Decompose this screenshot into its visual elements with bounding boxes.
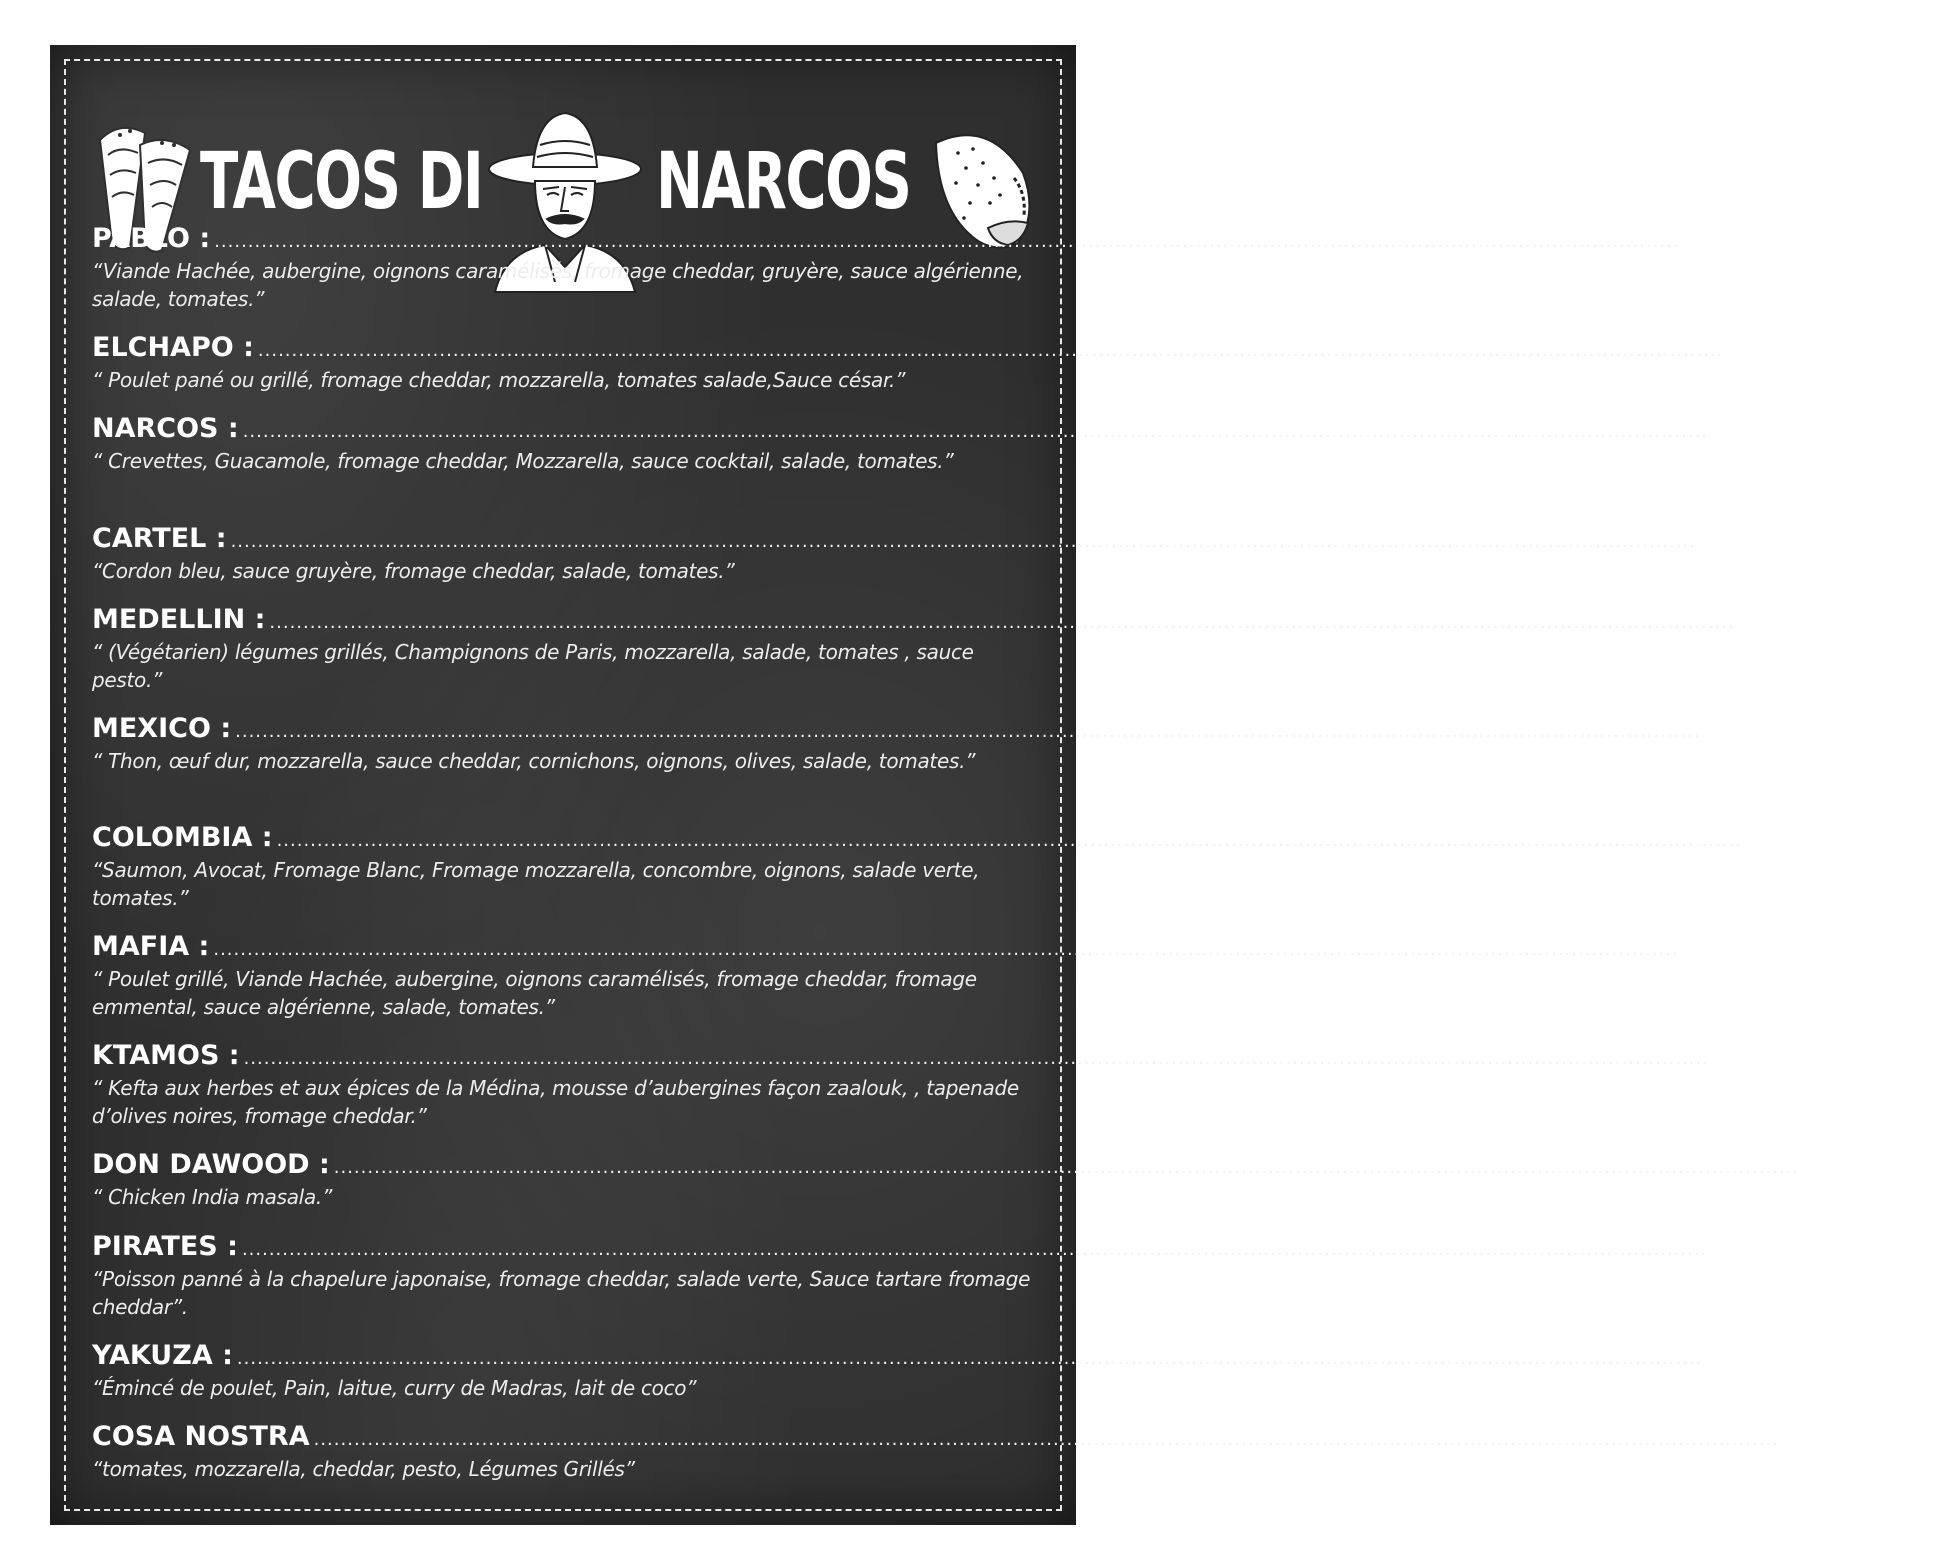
item-description: “Poisson panné à la chapelure japonaise, fromage cheddar, salade verte, Sauce tartare fromage cheddar”.	[92, 1267, 1031, 1319]
dot-leader: ..........................................................................................................................................................................................................................	[276, 830, 1742, 851]
item-name: CARTEL :	[92, 523, 227, 554]
menu-item-medellin	[92, 604, 1877, 713]
item-price: 59.00dhs	[1702, 713, 1843, 744]
menu-item-cosa-nostra	[92, 1421, 1921, 1491]
item-description: “Cordon bleu, sauce gruyère, fromage cheddar, salade, tomates.”	[92, 559, 735, 583]
item-name: PABLO :	[92, 223, 211, 254]
item-price: 59,00dhs	[1725, 332, 1866, 363]
dot-leader: ..........................................................................................................................................................................................................................	[313, 1429, 1779, 1450]
menu-item-ktamos	[92, 1040, 1851, 1149]
item-price: 89.00dhs	[1801, 1149, 1941, 1180]
menu-item-don-dawood	[92, 1149, 1941, 1231]
item-description: “ Poulet pané ou grillé, fromage cheddar, mozzarella, tomates salade,Sauce césar.”	[92, 368, 906, 392]
menu-item-cartel	[92, 523, 1838, 604]
item-description: “ Crevettes, Guacamole, fromage cheddar, Mozzarella, sauce cocktail, salade, tomates.”	[92, 449, 954, 473]
item-description: “Émincé de poulet, Pain, laitue, curry de Madras, lait de coco”	[92, 1376, 697, 1400]
item-name: DON DAWOOD :	[92, 1149, 330, 1180]
dot-leader: ..........................................................................................................................................................................................................................	[242, 421, 1709, 442]
item-price: 79.00dhs	[1743, 822, 1884, 853]
dot-leader: ..........................................................................................................................................................................................................................	[230, 531, 1696, 552]
title-tacos-di: TACOS DI	[200, 137, 483, 227]
dot-leader: ..........................................................................................................................................................................................................................	[213, 939, 1679, 960]
item-name: KTAMOS :	[92, 1040, 240, 1071]
item-description: “tomates, mozzarella, cheddar, pesto, Légumes Grillés”	[92, 1457, 635, 1481]
item-name: COLOMBIA :	[92, 822, 273, 853]
item-price: 79,00dhs	[1710, 413, 1851, 444]
dot-leader: ..........................................................................................................................................................................................................................	[241, 1239, 1708, 1260]
item-description: “ (Végétarien) légumes grillés, Champignons de Paris, mozzarella, salade, tomates , sauce pesto.”	[92, 640, 974, 692]
item-description: “Saumon, Avocat, Fromage Blanc, Fromage mozzarella, concombre, oignons, salade verte, tomates.”	[92, 858, 980, 910]
item-price: 55.00dhs	[1704, 1340, 1845, 1371]
item-name: YAKUZA :	[92, 1340, 233, 1371]
item-price: 65.00dhs	[1697, 523, 1838, 554]
menu-item-yakuza	[92, 1340, 1845, 1421]
item-name: MEXICO :	[92, 713, 232, 744]
item-description: “ Chicken India masala.”	[92, 1185, 333, 1209]
item-name: PIRATES :	[92, 1231, 238, 1262]
item-description: “ Poulet grillé, Viande Hachée, aubergine, oignons caramélisés, fromage cheddar, fromage emmental, sauce algérienne, salade, tomates.”	[92, 967, 977, 1019]
dot-leader: ..........................................................................................................................................................................................................................	[235, 721, 1701, 742]
dot-leader: ..........................................................................................................................................................................................................................	[333, 1157, 1800, 1178]
menu-list	[92, 223, 1941, 1491]
title-narcos: NARCOS	[656, 137, 911, 227]
item-description: “ Thon, œuf dur, mozzarella, sauce cheddar, cornichons, oignons, olives, salade, tomates.”	[92, 749, 976, 773]
menu-item-mexico	[92, 713, 1843, 822]
menu-item-elchapo	[92, 332, 1866, 413]
item-name: ELCHAPO :	[92, 332, 254, 363]
dot-leader: ..........................................................................................................................................................................................................................	[236, 1348, 1703, 1369]
item-description: “Viande Hachée, aubergine, oignons caramélisés, fromage cheddar, gruyère, sauce algérienne, salade, tomates.”	[92, 259, 1024, 311]
dot-leader: ..........................................................................................................................................................................................................................	[269, 612, 1735, 633]
item-price: 69.00dhs	[1710, 1040, 1851, 1071]
menu-item-pirates	[92, 1231, 1850, 1340]
item-name: MAFIA :	[92, 931, 210, 962]
item-price: 75.00dhs	[1680, 931, 1821, 962]
menu-item-narcos	[92, 413, 1851, 523]
item-price: 59.00dhs	[1780, 1421, 1921, 1452]
item-price: 59.00dhs	[1736, 604, 1877, 635]
item-price: 75.00dhs	[1709, 1231, 1850, 1262]
menu-item-mafia	[92, 931, 1821, 1040]
dot-leader: ..........................................................................................................................................................................................................................	[257, 340, 1724, 361]
menu-item-pablo	[92, 223, 1822, 332]
item-price: 69,00dhs	[1681, 223, 1822, 254]
dot-leader: ..........................................................................................................................................................................................................................	[243, 1048, 1709, 1069]
menu-item-colombia	[92, 822, 1884, 931]
dot-leader: ..........................................................................................................................................................................................................................	[214, 231, 1680, 252]
item-description: “ Kefta aux herbes et aux épices de la Médina, mousse d’aubergines façon zaalouk, , tapenade d’olives noires, fromage cheddar.”	[92, 1076, 1019, 1128]
item-name: NARCOS :	[92, 413, 239, 444]
chalkboard	[50, 45, 1941, 1525]
item-name: COSA NOSTRA	[92, 1421, 310, 1452]
item-name: MEDELLIN :	[92, 604, 266, 635]
